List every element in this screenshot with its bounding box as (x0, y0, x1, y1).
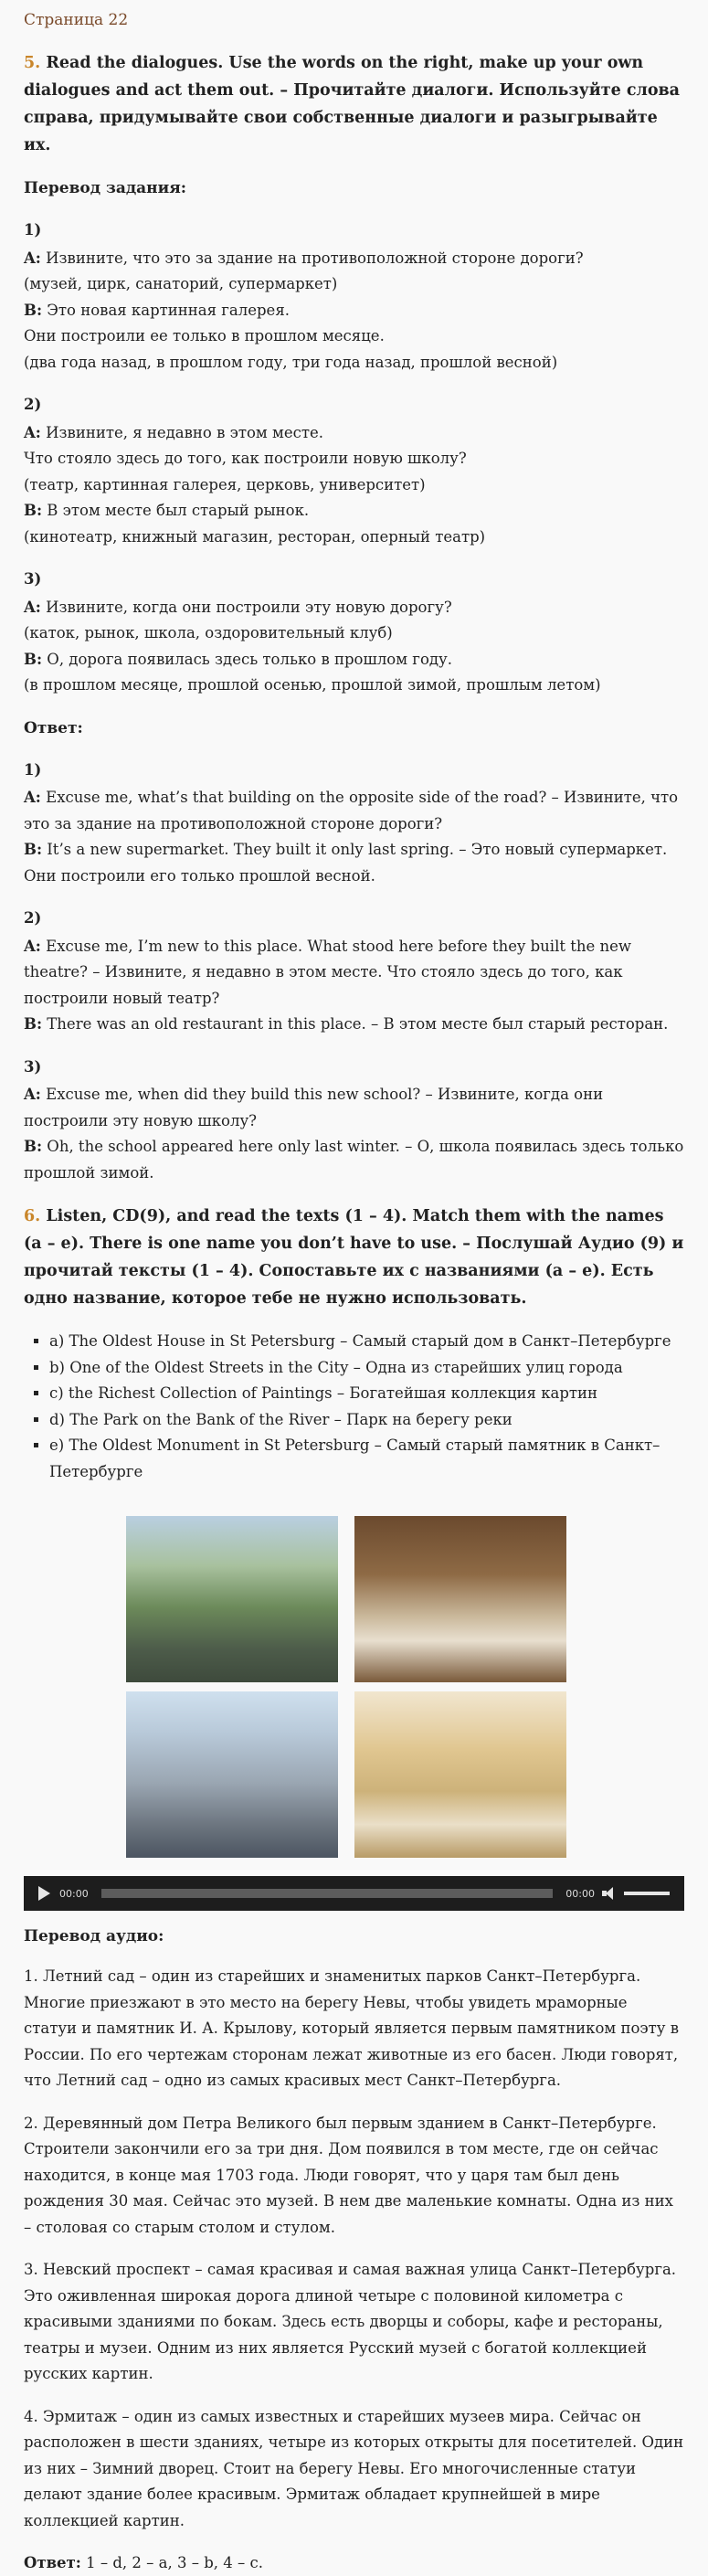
audio-paragraph: 2. Деревянный дом Петра Великого был первым зданием в Санкт–Петербурге. Строители закончили его за три дня. Дом появился в том месте, где он сейчас находится, в конце мая 1703 года. Люди говорят, что у царя там был день рождения 30 мая. Сейчас это музей. В нем две маленькие комнаты. Одна из них – столовая со старым столом и стулом. (24, 2114, 673, 2236)
answer-line (24, 1134, 684, 1186)
page-title: Страница 22 (24, 11, 129, 29)
task-6 (24, 1203, 684, 1312)
line-text: It’s a new supermarket. They built it only last spring. – Это новый супермаркет. Они построили его только прошлой весной. (24, 841, 668, 885)
answer-line (24, 785, 684, 837)
translation-line (24, 472, 684, 499)
answer-block (24, 1055, 684, 1187)
speaker-label: A: (24, 1086, 41, 1103)
translation-heading: Перевод задания: (24, 179, 187, 197)
line-text: В этом месте был старый рынок. (42, 502, 310, 519)
translation-block (24, 392, 684, 550)
audio-heading: Перевод аудио: (24, 1927, 164, 1945)
peter-house-interior-photo (354, 1516, 566, 1682)
line-text: Они построили ее только в прошлом месяце. (24, 327, 385, 345)
final-answer-label: Ответ: (24, 2554, 81, 2571)
speaker-label: B: (24, 301, 43, 319)
audio-paragraph: 4. Эрмитаж – один из самых известных и старейших музеев мира. Сейчас он расположен в шести зданиях, четыре из которых открыты для посетителей. Один из них – Зимний дворец. Стоит на берегу Невы. Его многочисленные статуи делают здание более красивым. Эрмитаж обладает крупнейшей в мире коллекцией картин. (24, 2407, 684, 2529)
name-item: ▪ c) the Richest Collection of Paintings – Богатейшая коллекция картин (49, 1381, 684, 1407)
line-text: Извините, что это за здание на противоположной стороне дороги? (40, 249, 584, 267)
answer-number: 1) (24, 760, 42, 779)
translation-number: 3) (24, 570, 42, 588)
answer-line (24, 1012, 684, 1038)
final-answer-text: 1 – d, 2 – a, 3 – b, 4 – c. (80, 2554, 263, 2571)
task-5-text: Read the dialogues. Use the words on the right, make up your own dialogues and act them out. – Прочитайте диалоги. Используйте слова справа, придумывайте свои собственные диалоги и разыгрывайте их. (24, 54, 681, 154)
name-item: ▪ a) The Oldest House in St Petersburg – Самый старый дом в Санкт–Петербурге (49, 1329, 684, 1355)
translation-line (24, 271, 684, 298)
line-text: (музей, цирк, санаторий, супермаркет) (24, 275, 338, 292)
answer-line (24, 1082, 684, 1134)
answer-block (24, 758, 684, 890)
line-text: (кинотеатр, книжный магазин, ресторан, оперный театр) (24, 527, 486, 546)
translation-line (24, 246, 684, 272)
answer-line (24, 934, 684, 1012)
answer-line (24, 837, 684, 889)
krylov-monument-photo (126, 1516, 338, 1682)
hermitage-interior-photo (354, 1691, 566, 1858)
speaker-label: B: (24, 841, 43, 858)
answer-heading: Ответ: (24, 718, 83, 737)
line-text: Что стояло здесь до того, как построили новую школу? (24, 450, 467, 467)
translation-line (24, 323, 684, 350)
line-text: Oh, the school appeared here only last winter. – О, школа появилась здесь только прошлой зимой. (24, 1138, 684, 1182)
audio-progress-bar[interactable] (101, 1889, 554, 1898)
names-list (24, 1329, 684, 1485)
line-text: (в прошлом месяце, прошлой осенью, прошлой зимой, прошлым летом) (24, 676, 601, 694)
line-text: Это новая картинная галерея. (42, 301, 290, 319)
speaker-label: A: (24, 249, 41, 267)
play-icon[interactable] (38, 1886, 50, 1901)
speaker-label: A: (24, 423, 41, 441)
audio-paragraph: 3. Невский проспект – самая красивая и самая важная улица Санкт–Петербурга. Это оживленная широкая дорога длиной четыре с половиной километра с красивыми зданиями по бокам. Здесь есть дворцы и соборы, кафе и рестораны, театры и музеи. Одним из них является Русский музей с богатой коллекцией русских картин. (24, 2261, 677, 2382)
audio-duration: 00:00 (565, 1887, 595, 1900)
line-text: (театр, картинная галерея, церковь, университет) (24, 475, 426, 493)
translation-block (24, 567, 684, 699)
speaker-label: A: (24, 937, 41, 955)
task-6-number: 6. (24, 1207, 41, 1225)
translation-line (24, 647, 684, 673)
line-text: О, дорога появилась здесь только в прошлом году. (42, 650, 453, 668)
audio-current-time: 00:00 (59, 1887, 89, 1900)
photo-gallery (126, 1516, 583, 1858)
line-text: Excuse me, when did they build this new school? – Извините, когда они построили эту новую школу? (24, 1086, 604, 1129)
final-answer (24, 2550, 684, 2576)
translation-line (24, 673, 684, 699)
task-6-text: Listen, CD(9), and read the texts (1 – 4). Match them with the names (a – e). There is one name you don’t have to use. – Послушай Аудио (9) и прочитай тексты (1 – 4). Сопоставьте их с названиями (а – е). Есть одно название, которое тебе не нужно использовать. (24, 1207, 684, 1308)
line-text: Excuse me, I’m new to this place. What stood here before they built the new theatre? – Извините, я недавно в этом месте. Что стояло здесь до того, как построили новый театр? (24, 937, 632, 1007)
line-text: (каток, рынок, школа, оздоровительный клуб) (24, 624, 393, 641)
speaker-label: A: (24, 598, 41, 616)
speaker-label: B: (24, 1015, 43, 1033)
translation-section (24, 217, 684, 699)
audio-translation (24, 1964, 684, 2534)
line-text: (два года назад, в прошлом году, три года назад, прошлой весной) (24, 353, 558, 371)
answer-number: 3) (24, 1057, 42, 1076)
answer-number: 2) (24, 909, 42, 927)
line-text: Извините, когда они построили эту новую дорогу? (40, 598, 452, 616)
translation-line (24, 498, 684, 525)
name-item: ▪ d) The Park on the Bank of the River – Парк на берегу реки (49, 1407, 684, 1434)
translation-line (24, 350, 684, 376)
translation-line (24, 446, 684, 472)
translation-line (24, 595, 684, 621)
answers-section (24, 758, 684, 1187)
nevsky-prospect-photo (126, 1691, 338, 1858)
speaker-label: B: (24, 650, 43, 668)
answer-block (24, 906, 684, 1038)
line-text: There was an old restaurant in this place. – В этом месте был старый ресторан. (42, 1015, 669, 1033)
audio-player (24, 1876, 684, 1911)
volume-icon[interactable] (602, 1887, 617, 1900)
speaker-label: A: (24, 789, 41, 806)
volume-slider[interactable] (624, 1892, 670, 1895)
speaker-label: B: (24, 502, 43, 519)
translation-number: 1) (24, 221, 42, 239)
translation-line (24, 420, 684, 447)
line-text: Excuse me, what’s that building on the opposite side of the road? – Извините, что это за здание на противоположной стороне дороги? (24, 789, 679, 832)
name-item: ▪ b) One of the Oldest Streets in the City – Одна из старейших улиц города (49, 1355, 684, 1382)
speaker-label: B: (24, 1138, 43, 1155)
task-5 (24, 49, 684, 159)
translation-number: 2) (24, 396, 42, 413)
name-item: ▪ e) The Oldest Monument in St Petersburg – Самый старый памятник в Санкт–Петербурге (49, 1433, 684, 1485)
audio-paragraph: 1. Летний сад – один из старейших и знаменитых парков Санкт–Петербурга. Многие приезжают в это место на берегу Невы, чтобы увидеть мраморные статуи и памятник И. А. Крылову, который является первым памятником поэту в России. По его чертежам сторонам лежат животные из его басен. Люди говорят, что Летний сад – одно из самых красивых мест Санкт–Петербурга. (24, 1967, 680, 2089)
task-5-number: 5. (24, 54, 41, 72)
translation-block (24, 217, 684, 376)
translation-line (24, 525, 684, 551)
translation-line (24, 620, 684, 647)
line-text: Извините, я недавно в этом месте. (40, 423, 323, 441)
translation-line (24, 298, 684, 324)
